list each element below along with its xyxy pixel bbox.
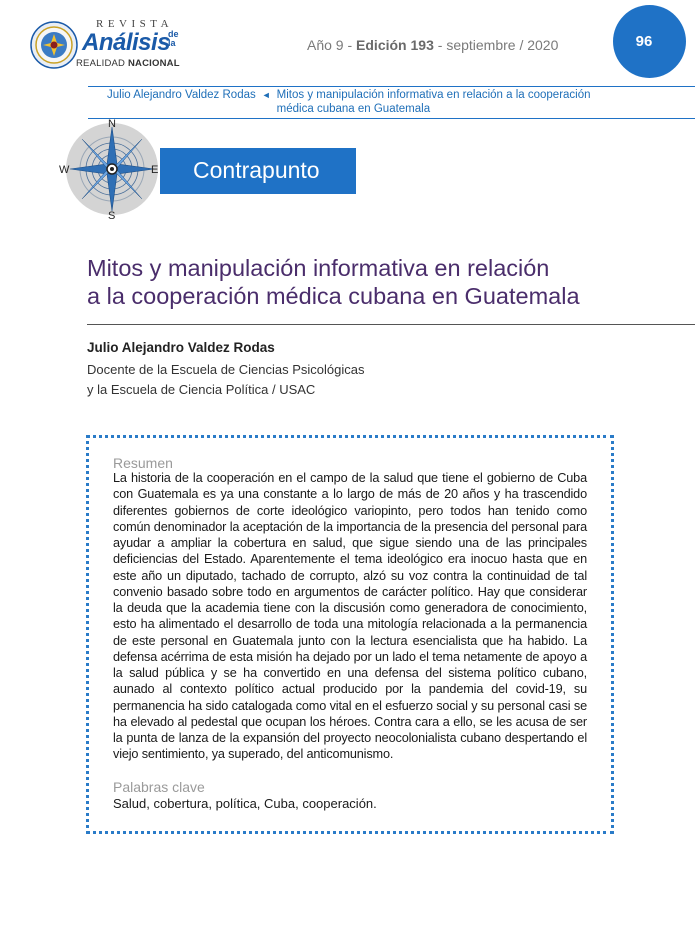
compass-letter-n: N <box>108 118 116 130</box>
issue-edition: Edición 193 <box>356 37 434 53</box>
logo-realidad-nacional-text <box>76 58 180 69</box>
running-head-title: Mitos y manipulación informativa en relación a la cooperación médica cubana en Guatemala <box>276 89 591 115</box>
affiliation-line: Docente de la Escuela de Ciencias Psicológicas <box>87 362 365 377</box>
keywords-label: Palabras clave <box>113 779 205 795</box>
logo-analisis-text: Análisis <box>82 29 171 56</box>
section-label: Contrapunto <box>193 157 320 183</box>
issue-separator: - <box>343 37 357 53</box>
issue-year: Año 9 <box>307 37 344 53</box>
issue-separator: - <box>433 37 447 53</box>
logo-de-word: de <box>168 29 179 39</box>
keywords-text: Salud, cobertura, política, Cuba, cooperación. <box>113 796 377 811</box>
university-seal-icon <box>30 21 78 69</box>
compass-letter-s: S <box>108 210 116 221</box>
logo-revista-text: REVISTA <box>96 18 174 30</box>
page-number: 96 <box>635 33 653 50</box>
article-title-line: Mitos y manipulación informativa en relación <box>87 255 550 281</box>
issue-date: septiembre / 2020 <box>446 37 559 53</box>
logo-realidad-word: REALIDAD <box>76 58 126 69</box>
compass-rose-icon <box>57 116 167 221</box>
arrow-left-icon: ◄ <box>261 90 271 100</box>
article-title <box>87 254 667 310</box>
issue-info <box>307 37 558 53</box>
page-number-badge <box>613 5 686 78</box>
header-rule <box>88 86 695 87</box>
logo-dela-text <box>168 30 179 48</box>
running-head-author: Julio Alejandro Valdez Rodas <box>107 89 256 101</box>
title-rule <box>87 324 695 325</box>
article-title-line: a la cooperación médica cubana en Guatemala <box>87 283 580 309</box>
journal-logo <box>30 18 210 74</box>
abstract-text: La historia de la cooperación en el campo de la salud que tiene el gobierno de Cuba con Guatemala es ya una constante a lo largo de más de 20 años y ha trascendido diferentes gobiernos de corte ideológico variopinto, pero todos han tenido como común denominador la aceptación de la importancia de la presencia del personal para ayudar a ampliar la cobertura en salud, que sigue siendo una de las principales deficiencias del Estado. Aparentemente el tema ideológico era inocuo hasta que en este año un diputado, tachado de corrupto, alzó su voz contra la continuidad de tal convenio basado sobre todo en argumentos de carácter político. Hay que considerar la deuda que la academia tiene con la discusión como generadora de conocimiento, esto ha alimentado el desarrollo de toda una mitología relacionada a la permanencia de este personal en Guatemala junto con la lectura esencialista que ha habido. La defensa acérrima de esta misión ha dejado por un lado el tema netamente de apoyo a la salud pública y se ha convertido en una defensa del sistema político cubano, aunado al contexto político actual producido por la pandemia del covid-19, su permanencia ha sido catalogada como vital en el esfuerzo social y su personal casi se ha elevado al pedestal que ocupan los héroes. Contra cara a ello, se les acusa de ser la punta de lanza de la expansión del proyecto neocolonialista cubano despertando el viejo sentimiento, ya superado, del anticomunismo. <box>113 471 587 762</box>
running-head <box>107 88 617 116</box>
logo-nacional-word: NACIONAL <box>127 58 180 69</box>
affiliation-line: y la Escuela de Ciencia Política / USAC <box>87 382 316 397</box>
running-head-rule <box>88 118 695 119</box>
compass-letter-w: W <box>59 164 70 176</box>
author-affiliation <box>87 360 365 400</box>
abstract-label: Resumen <box>113 455 173 471</box>
author-name: Julio Alejandro Valdez Rodas <box>87 340 275 355</box>
logo-la-word: la <box>168 38 176 48</box>
compass-letter-e: E <box>151 164 159 176</box>
